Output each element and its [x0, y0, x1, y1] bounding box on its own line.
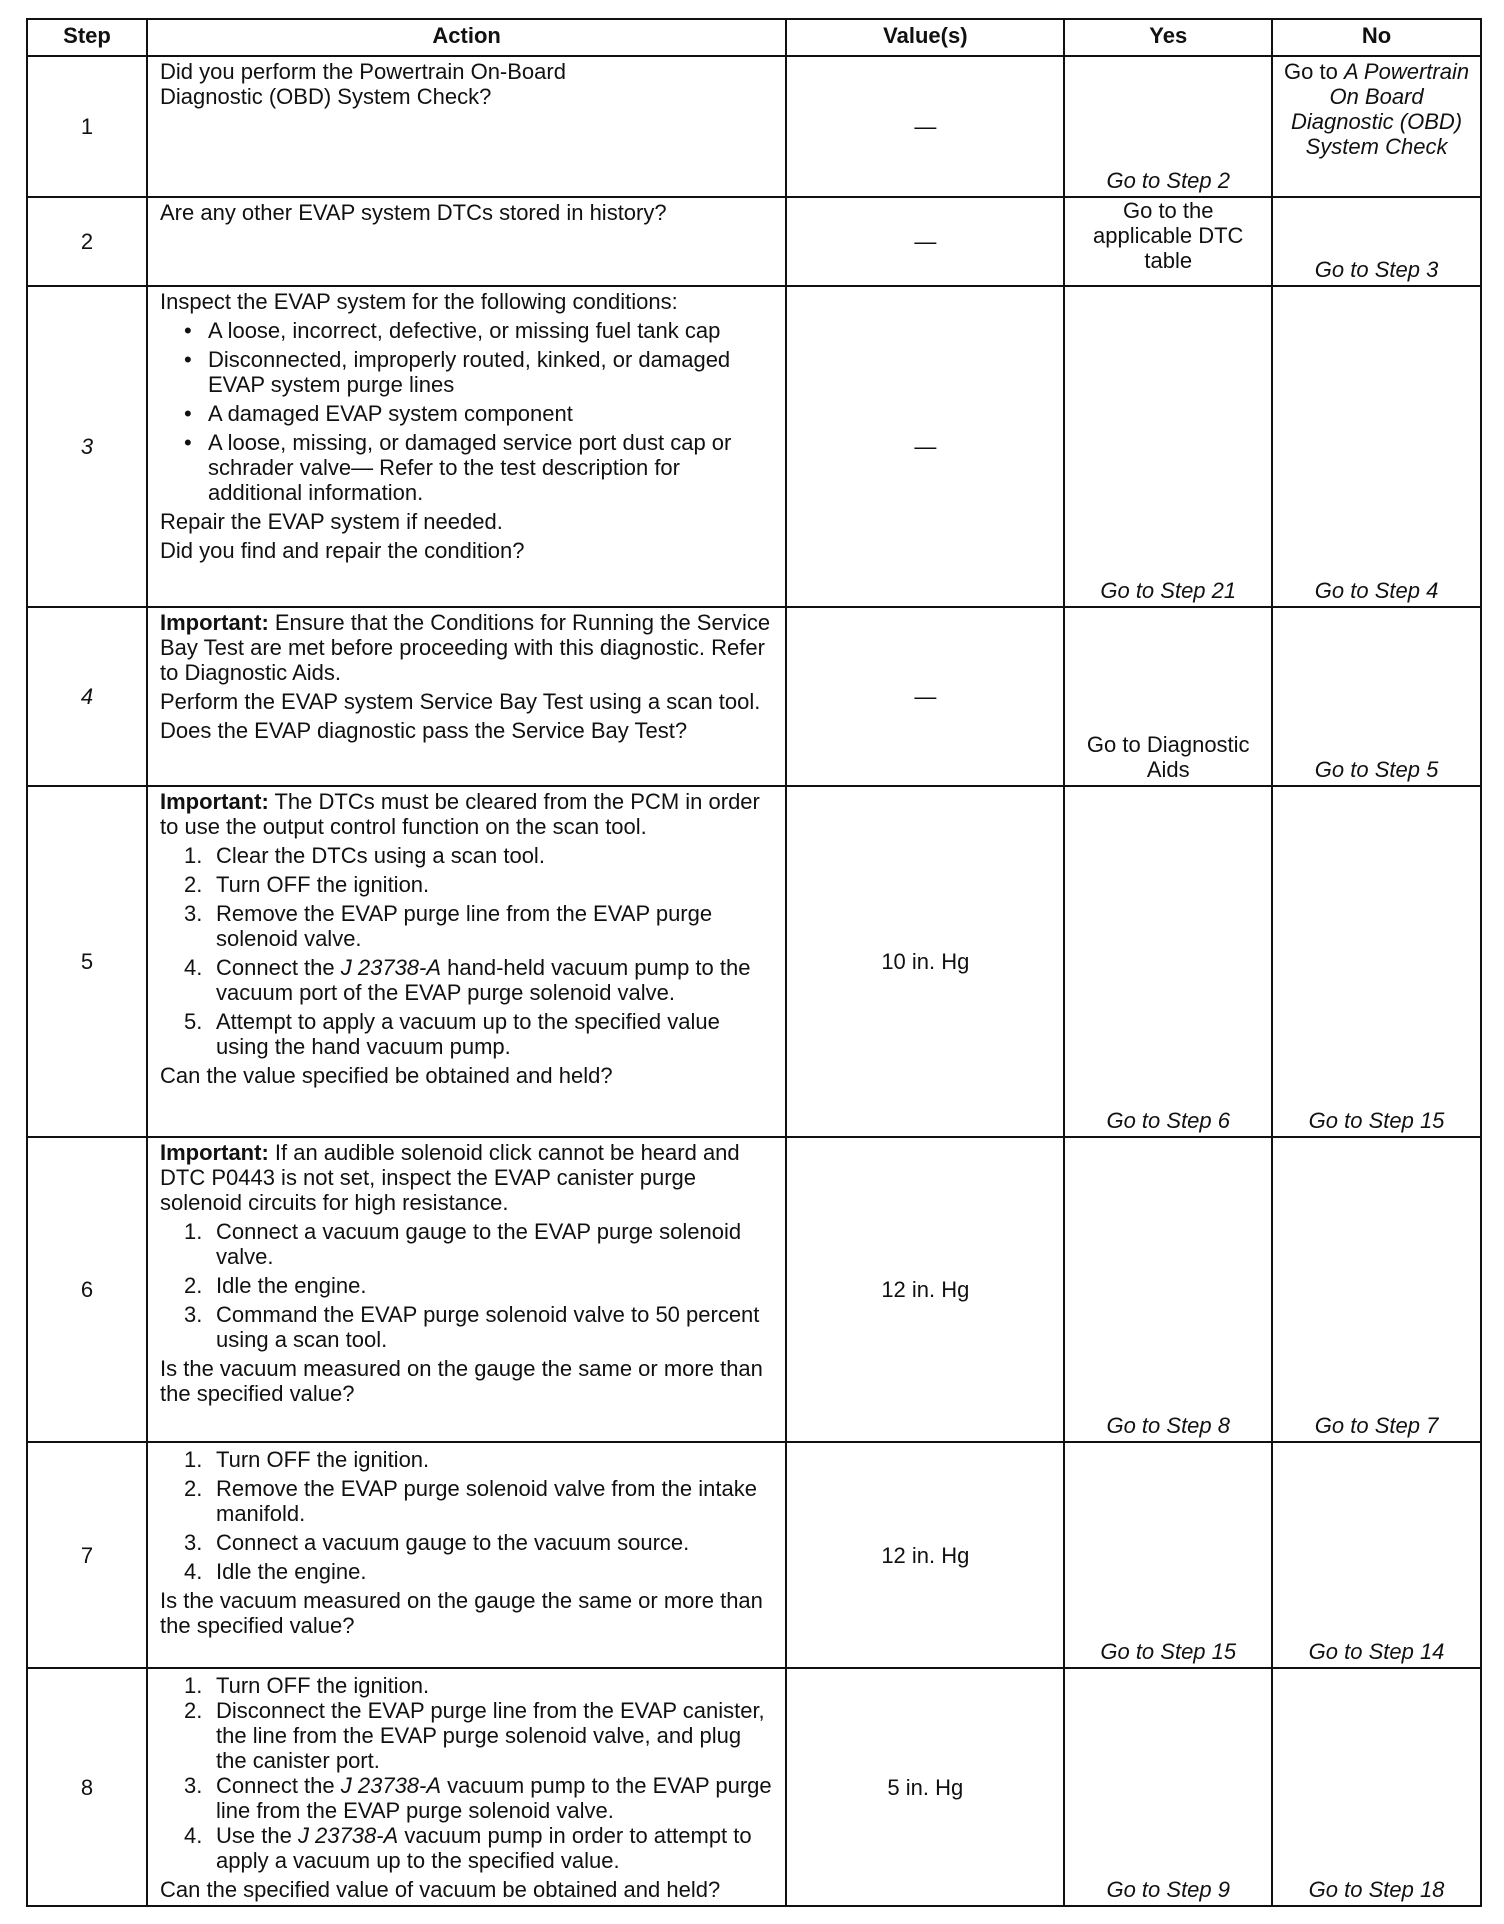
value-cell: —: [786, 607, 1064, 786]
important-note: [160, 610, 773, 685]
action-question: Is the vacuum measured on the gauge the same or more than the specified value?: [160, 1356, 763, 1406]
list-item: • A loose, missing, or damaged service port dust cap or schrader valve— Refer to the test description for additional information.: [160, 430, 773, 505]
value-cell: 12 in. Hg: [786, 1137, 1064, 1442]
procedure-list: [160, 1447, 773, 1584]
step-number: 4: [27, 607, 147, 786]
value-cell: —: [786, 197, 1064, 286]
action-cell: [147, 1442, 786, 1668]
action-question: Are any other EVAP system DTCs stored in history?: [160, 200, 667, 225]
header-yes: Yes: [1064, 19, 1272, 56]
no-cell: Go to Step 7: [1272, 1137, 1481, 1442]
list-item: • A loose, incorrect, defective, or missing fuel tank cap: [160, 318, 773, 343]
important-text: If an audible solenoid click cannot be heard and DTC P0443 is not set, inspect the EVAP canister purge solenoid circuits for high resistance.: [160, 1140, 740, 1215]
yes-cell: Go to Step 21: [1064, 286, 1272, 607]
value-cell: 5 in. Hg: [786, 1668, 1064, 1906]
important-label: Important:: [160, 1140, 269, 1165]
action-note: Repair the EVAP system if needed.: [160, 509, 503, 534]
list-item: 1. Turn OFF the ignition.: [184, 1673, 430, 1698]
value-cell: —: [786, 286, 1064, 607]
tool-number: J 23738-A: [297, 1823, 399, 1848]
list-item: 3. Command the EVAP purge solenoid valve to 50 percent using a scan tool.: [184, 1302, 760, 1352]
procedure-list: [160, 843, 773, 1059]
no-cell: Go to Step 4: [1272, 286, 1481, 607]
action-question: Is the vacuum measured on the gauge the same or more than the specified value?: [160, 1588, 763, 1638]
list-item: 2. Remove the EVAP purge solenoid valve from the intake manifold.: [184, 1476, 757, 1526]
action-intro: Inspect the EVAP system for the following conditions:: [160, 289, 678, 314]
no-cell: Go to Step 14: [1272, 1442, 1481, 1668]
procedure-list: [160, 1219, 773, 1352]
diagnostic-table: [26, 18, 1482, 1907]
condition-list: [160, 318, 773, 505]
important-label: Important:: [160, 610, 269, 635]
no-cell: Go to Step 5: [1272, 607, 1481, 786]
list-item: 1. Turn OFF the ignition.: [184, 1447, 430, 1472]
important-note: [160, 1140, 773, 1215]
action-question: Does the EVAP diagnostic pass the Service Bay Test?: [160, 718, 688, 743]
yes-cell: Go to Step 6: [1064, 786, 1272, 1137]
important-text: The DTCs must be cleared from the PCM in order to use the output control function on the scan tool.: [160, 789, 760, 839]
no-cell: [1272, 56, 1481, 197]
procedure-list: [160, 1673, 773, 1873]
list-item: 4. Idle the engine.: [184, 1559, 367, 1584]
value-cell: 12 in. Hg: [786, 1442, 1064, 1668]
yes-cell: Go to Step 8: [1064, 1137, 1272, 1442]
important-label: Important:: [160, 789, 269, 814]
action-cell: [147, 1668, 786, 1906]
table-row: [27, 1137, 1481, 1442]
yes-cell: Go to Step 2: [1064, 56, 1272, 197]
list-item: • Disconnected, improperly routed, kinked, or damaged EVAP system purge lines: [160, 347, 773, 397]
action-question: Did you perform the Powertrain On-Board Diagnostic (OBD) System Check?: [160, 59, 566, 109]
action-question: Can the value specified be obtained and held?: [160, 1063, 613, 1088]
step-number: 7: [27, 1442, 147, 1668]
header-values: Value(s): [786, 19, 1064, 56]
tool-number: J 23738-A: [340, 955, 442, 980]
list-item: • A damaged EVAP system component: [160, 401, 773, 426]
tool-number: J 23738-A: [340, 1773, 442, 1798]
list-item: 3. Remove the EVAP purge line from the EVAP purge solenoid valve.: [184, 901, 713, 951]
table-row: [27, 607, 1481, 786]
list-item: 1. Connect a vacuum gauge to the EVAP purge solenoid valve.: [184, 1219, 742, 1269]
table-row: [27, 56, 1481, 197]
table-row: [27, 1668, 1481, 1906]
no-cell: Go to Step 3: [1272, 197, 1481, 286]
step-number: 1: [27, 56, 147, 197]
action-cell: [147, 786, 786, 1137]
step-number: 2: [27, 197, 147, 286]
table-row: [27, 286, 1481, 607]
header-step: Step: [27, 19, 147, 56]
list-item: 2. Idle the engine.: [184, 1273, 367, 1298]
important-text: Ensure that the Conditions for Running the Service Bay Test are met before proceeding with this diagnostic. Refer to Diagnostic Aids.: [160, 610, 771, 685]
table-row: [27, 197, 1481, 286]
no-cell: Go to Step 15: [1272, 786, 1481, 1137]
diagnostic-page: [26, 18, 1482, 1907]
step-number: 3: [27, 286, 147, 607]
list-item: 5. Attempt to apply a vacuum up to the specified value using the hand vacuum pump.: [184, 1009, 720, 1059]
list-item: 4. Use the J 23738-A vacuum pump in order to attempt to apply a vacuum up to the specified value.: [184, 1823, 752, 1873]
no-prefix: Go to: [1284, 59, 1344, 84]
action-cell: [147, 197, 786, 286]
yes-cell: Go to the applicable DTC table: [1064, 197, 1272, 286]
step-number: 8: [27, 1668, 147, 1906]
step-number: 5: [27, 786, 147, 1137]
table-row: [27, 1442, 1481, 1668]
action-cell: [147, 56, 786, 197]
action-question: Can the specified value of vacuum be obtained and held?: [160, 1877, 721, 1902]
list-item: 2. Disconnect the EVAP purge line from the EVAP canister, the line from the EVAP purge solenoid valve, and plug the canister port.: [184, 1698, 765, 1773]
action-question: Did you find and repair the condition?: [160, 538, 525, 563]
header-row: [27, 19, 1481, 56]
no-link: A Powertrain On Board Diagnostic (OBD) System Check: [1290, 59, 1470, 159]
header-no: No: [1272, 19, 1481, 56]
list-item: 1. Clear the DTCs using a scan tool.: [184, 843, 545, 868]
action-cell: [147, 1137, 786, 1442]
action-cell: [147, 286, 786, 607]
list-item: 3. Connect a vacuum gauge to the vacuum source.: [184, 1530, 690, 1555]
no-cell: Go to Step 18: [1272, 1668, 1481, 1906]
value-cell: 10 in. Hg: [786, 786, 1064, 1137]
header-action: Action: [147, 19, 786, 56]
table-row: [27, 786, 1481, 1137]
yes-cell: Go to Diagnostic Aids: [1064, 607, 1272, 786]
action-instruction: Perform the EVAP system Service Bay Test using a scan tool.: [160, 689, 761, 714]
step-number: 6: [27, 1137, 147, 1442]
action-cell: [147, 607, 786, 786]
list-item: 3. Connect the J 23738-A vacuum pump to the EVAP purge line from the EVAP purge solenoid valve.: [184, 1773, 772, 1823]
yes-cell: Go to Step 15: [1064, 1442, 1272, 1668]
yes-cell: Go to Step 9: [1064, 1668, 1272, 1906]
list-item: 2. Turn OFF the ignition.: [184, 872, 430, 897]
value-cell: —: [786, 56, 1064, 197]
list-item: 4. Connect the J 23738-A hand-held vacuum pump to the vacuum port of the EVAP purge solenoid valve.: [184, 955, 751, 1005]
important-note: [160, 789, 773, 839]
